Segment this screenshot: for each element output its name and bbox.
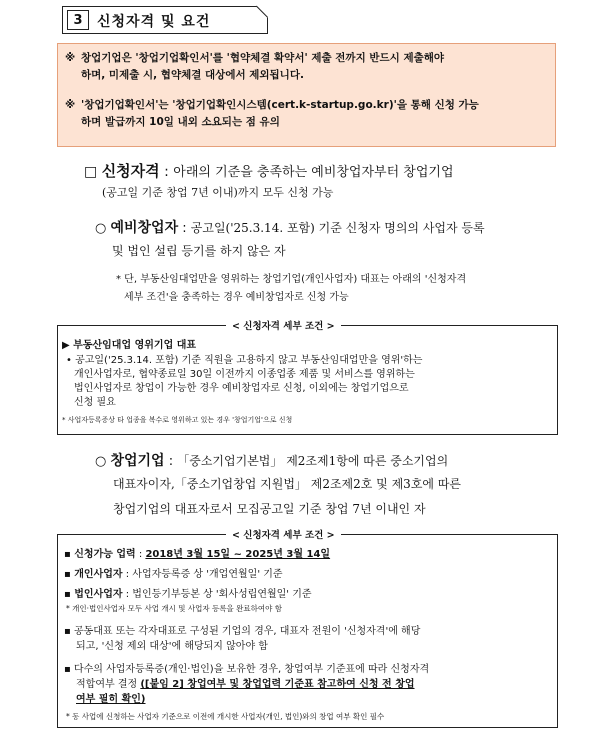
notice-box — [57, 43, 556, 147]
startup-text: 창업기업의 대표자로서 모집공고일 기준 창업 7년 이내인 자 — [113, 502, 426, 516]
attachment-reference: 여부 필히 확인) — [76, 694, 146, 705]
startup-line — [95, 450, 448, 470]
separator: : — [178, 221, 191, 236]
notice-item — [65, 50, 547, 84]
condition-text: ▪ 다수의 사업자등록증(개인·법인)을 보유한 경우, 창업여부 기준표에 따라 신청자격 — [64, 664, 430, 675]
notice-item — [65, 97, 547, 131]
qualification-line — [84, 160, 454, 181]
section-header — [62, 6, 268, 34]
notice-text: 창업기업은 '창업기업확인서'를 '협약체결 확약서' 제출 전까지 반드시 제출해야 — [81, 52, 445, 64]
circle-bullet: ○ — [95, 221, 107, 236]
condition-footnote: * 사업자등록증상 타 업종을 복수로 영위하고 있는 경우 '창업기업'으로 신청 — [62, 416, 293, 424]
condition-text: 되고, '신청 제외 대상'에 해당되지 않아야 함 — [76, 641, 268, 652]
notice-text: 하며, 미제출 시, 협약체결 대상에서 제외됩니다. — [81, 69, 304, 81]
prefounder-note: 세부 조건'을 충족하는 경우 예비창업자로 신청 가능 — [124, 292, 349, 303]
qualification-text: (공고일 기준 창업 7년 이내)까지 모두 신청 가능 — [102, 186, 334, 199]
separator: : — [135, 549, 146, 560]
condition-text: 적합여부 결정 — [76, 679, 141, 690]
prefounder-line — [95, 217, 485, 237]
condition-row — [64, 585, 312, 600]
separator: : — [164, 454, 178, 469]
condition-box-title: < 신청자격 세부 조건 > — [226, 318, 341, 332]
condition-text: 법인사업자로 창업이 가능한 경우 예비창업자로 신청, 이외에는 창업기업으로 — [74, 383, 409, 394]
condition-text: 개인사업자로, 협약종료일 30일 이전까지 이종업종 제품 및 서비스를 영위하는 — [74, 369, 415, 380]
reference-mark: ※ — [65, 99, 76, 111]
condition-note: * 개인·법인사업자 모두 사업 개시 및 사업자 등록을 완료하여야 함 — [66, 604, 282, 613]
qualification-label: 신청자격 — [101, 162, 160, 180]
separator: : — [159, 164, 174, 180]
condition-text: : 사업자등록증 상 '개업연월일' 기준 — [122, 569, 283, 580]
attachment-reference: ([붙임 2] 창업여부 및 창업업력 기준표 참고하여 신청 전 창업 — [140, 679, 415, 690]
prefounder-text: 공고일('25.3.14. 포함) 기준 신청자 명의의 사업자 등록 — [190, 221, 485, 235]
square-bullet: □ — [84, 164, 98, 180]
section-number: 3 — [67, 10, 89, 30]
condition-box-title: < 신청자격 세부 조건 > — [226, 527, 341, 541]
condition-heading: ▶ 부동산임대업 영위기업 대표 — [62, 340, 197, 351]
condition-text: • 공고일('25.3.14. 포함) 기준 직원을 고용하지 않고 부동산임대업만을 영위'하는 — [66, 355, 423, 366]
condition-row — [64, 565, 283, 580]
period-value: 2018년 3월 15일 ~ 2025년 3월 14일 — [145, 549, 331, 560]
condition-text: 신청 필요 — [74, 397, 116, 408]
qualification-text: 아래의 기준을 충족하는 예비창업자부터 창업기업 — [173, 165, 454, 180]
condition-footnote: * 동 사업에 신청하는 사업자 기준으로 이전에 개시한 사업자(개인, 법인)와의 창업 여부 확인 필수 — [66, 712, 385, 721]
section-title: 신청자격 및 요건 — [97, 14, 211, 30]
prefounder-label: 예비창업자 — [110, 220, 179, 236]
condition-label: ▪ 법인사업자 — [64, 589, 123, 600]
startup-text: 「중소기업기본법」 제2조제1항에 따른 중소기업의 — [177, 454, 449, 468]
prefounder-note: * 단, 부동산임대업만을 영위하는 창업기업(개인사업자) 대표는 아래의 '신청자격 — [116, 274, 467, 285]
startup-label: 창업기업 — [110, 453, 165, 469]
condition-label: ▪ 개인사업자 — [64, 569, 123, 580]
condition-label: ▪ 신청가능 업력 — [64, 549, 136, 560]
condition-text: ▪ 공동대표 또는 각자대표로 구성된 기업의 경우, 대표자 전원이 '신청자격'에 해당 — [64, 626, 421, 637]
startup-text: 대표자이자,「중소기업창업 지원법」 제2조제2호 및 제3호에 따른 — [113, 477, 462, 491]
notice-text: 하며 발급까지 10일 내외 소요되는 점 유의 — [81, 116, 280, 128]
condition-text: : 법인등기부등본 상 '회사성립연월일' 기준 — [122, 589, 312, 600]
prefounder-text: 및 법인 설립 등기를 하지 않은 자 — [112, 244, 286, 258]
notice-text: '창업기업확인서'는 '창업기업확인시스템(cert.k-startup.go.kr)'을 통해 신청 가능 — [81, 99, 479, 111]
condition-row — [64, 545, 330, 560]
reference-mark: ※ — [65, 52, 76, 64]
circle-bullet: ○ — [95, 454, 107, 469]
condition-row — [76, 675, 415, 690]
